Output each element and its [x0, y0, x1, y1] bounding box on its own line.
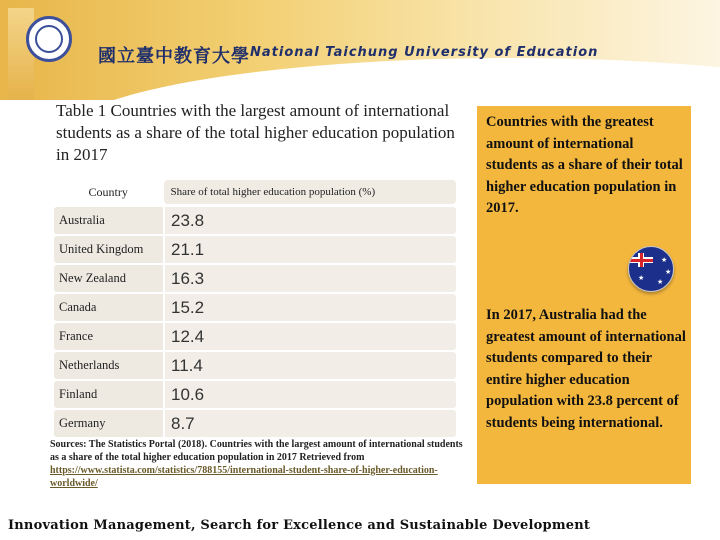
- value-cell: 15.2: [165, 294, 456, 321]
- table-row: [54, 207, 456, 234]
- sources-note: [50, 438, 465, 490]
- logo-chinese-name: 國立臺中教育大學: [98, 46, 250, 67]
- logo-english-name: National Taichung University of Education: [250, 45, 599, 60]
- table-title: Table 1 Countries with the largest amount of international students as a share of the total higher education population in 2017: [56, 101, 455, 164]
- data-table: [54, 180, 456, 439]
- value-cell: 23.8: [165, 207, 456, 234]
- value-cell: 10.6: [165, 381, 456, 408]
- country-cell: Finland: [54, 381, 163, 408]
- header-country: Country: [88, 185, 128, 199]
- table-row: [54, 410, 456, 437]
- header-banner: [0, 0, 720, 100]
- table-row: [54, 352, 456, 379]
- panel-summary-text: In 2017, Australia had the greatest amount of international students compared to their entire higher education population with 23.8 percent of students being international.: [486, 307, 686, 431]
- country-cell: United Kingdom: [54, 236, 163, 263]
- table-header-row: [54, 180, 456, 204]
- value-cell: 8.7: [165, 410, 456, 437]
- table-row: [54, 294, 456, 321]
- value-cell: 21.1: [165, 236, 456, 263]
- country-cell: New Zealand: [54, 265, 163, 292]
- source-link[interactable]: https://www.statista.com/statistics/788155/international-student-share-of-higher-education-worldwide/: [50, 465, 438, 489]
- header-share: Share of total higher education population (%): [164, 180, 456, 204]
- table-row: [54, 381, 456, 408]
- value-cell: 12.4: [165, 323, 456, 350]
- value-cell: 16.3: [165, 265, 456, 292]
- university-seal-icon: [26, 16, 72, 62]
- table-row: [54, 236, 456, 263]
- table-row: [54, 265, 456, 292]
- country-cell: Canada: [54, 294, 163, 321]
- value-cell: 11.4: [165, 352, 456, 379]
- country-cell: Germany: [54, 410, 163, 437]
- country-cell: Netherlands: [54, 352, 163, 379]
- footer-slogan: Innovation Management, Search for Excellence and Sustainable Development: [8, 518, 591, 533]
- country-cell: France: [54, 323, 163, 350]
- sources-text: Sources: The Statistics Portal (2018). Countries with the largest amount of international students as a share of the total higher education population in 2017 Retrieved from: [50, 439, 463, 463]
- country-cell: Australia: [54, 207, 163, 234]
- summary-panel: [477, 106, 691, 484]
- australia-flag-icon: ★ ★ ★ ★: [628, 246, 674, 292]
- table-row: [54, 323, 456, 350]
- panel-heading-text: Countries with the greatest amount of international students as a share of their total higher education population in 2017.: [486, 114, 683, 216]
- banner-stripe: [8, 8, 34, 100]
